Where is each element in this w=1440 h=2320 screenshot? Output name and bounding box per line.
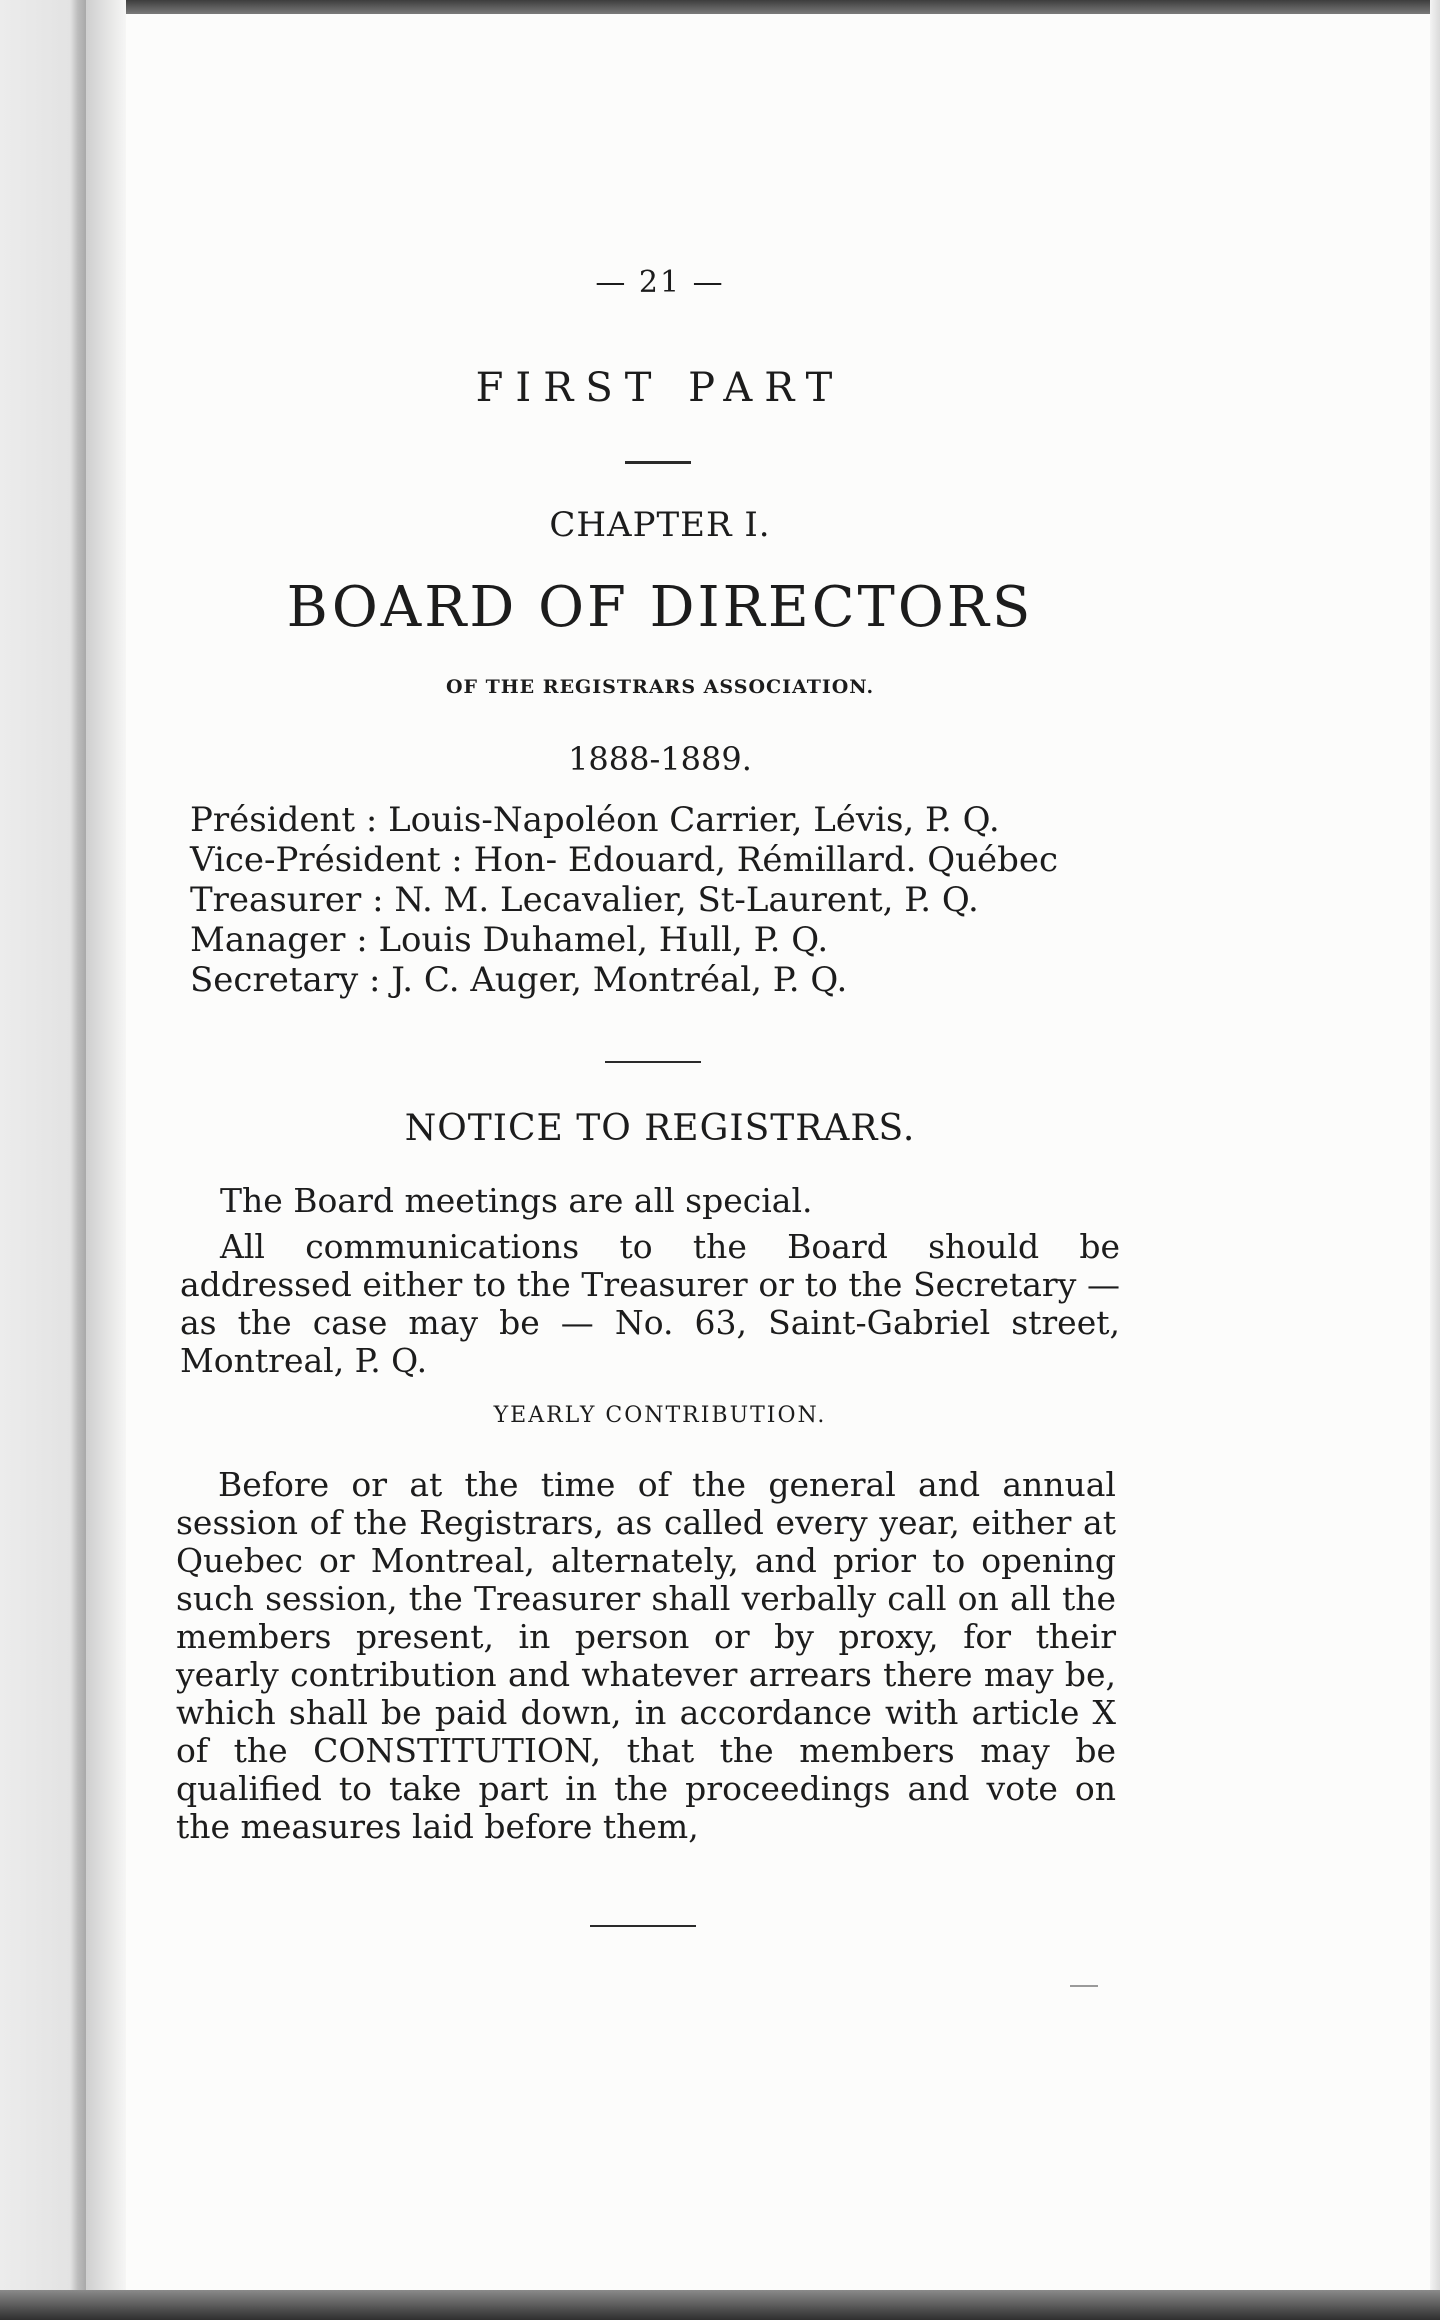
officer-treasurer: Treasurer : N. M. Lecavalier, St-Laurent, P. Q.	[190, 880, 979, 920]
yearly-contribution-heading: YEARLY CONTRIBUTION.	[493, 1403, 827, 1428]
yearly-contribution-paragraph: Before or at the time of the general and annual session of the Registrars, as called every year, either at Quebec or Montreal, alternately, and prior to opening such session, the Treasurer shall verbally call on all the members present, in person or by proxy, for their yearly contribution and whatever arrears there may be, which shall be paid down, in accordance with article X of the CONSTITUTION, that the members may be qualified to take part in the proceedings and vote on the measures laid before them,	[176, 1465, 1116, 1846]
term-years: 1888-1889.	[568, 740, 752, 778]
officer-secretary: Secretary : J. C. Auger, Montréal, P. Q.	[190, 960, 848, 1000]
divider-rule	[590, 1925, 696, 1927]
notice-paragraph: The Board meetings are all special.	[220, 1181, 813, 1220]
scan-edge-right	[1430, 0, 1440, 2320]
notice-heading: NOTICE TO REGISTRARS.	[404, 1108, 916, 1149]
page-number: — 21 —	[595, 265, 725, 300]
scan-edge-left	[0, 0, 86, 2320]
scan-edge-bottom	[0, 2290, 1440, 2320]
part-title: FIRST PART	[475, 365, 845, 411]
page-gutter-shadow	[86, 0, 126, 2320]
notice-paragraph: All communications to the Board should be addressed either to the Treasurer or to the Secretary — as the case may be — No. 63, Saint-Gabriel street, Montreal, P. Q.	[180, 1227, 1120, 1380]
officer-president: Président : Louis-Napoléon Carrier, Lévis, P. Q.	[190, 800, 1000, 840]
association-subtitle: OF THE REGISTRARS ASSOCIATION.	[445, 676, 875, 698]
officer-manager: Manager : Louis Duhamel, Hull, P. Q.	[190, 920, 829, 960]
scan-mark	[1070, 1985, 1098, 1987]
officer-vice-president: Vice-Président : Hon- Edouard, Rémillard. Québec	[190, 840, 1059, 880]
chapter-title: CHAPTER I.	[549, 505, 771, 545]
board-title: BOARD OF DIRECTORS	[286, 575, 1034, 640]
scan-edge-top	[0, 0, 1440, 14]
divider-rule	[625, 461, 691, 464]
divider-rule	[605, 1061, 701, 1063]
